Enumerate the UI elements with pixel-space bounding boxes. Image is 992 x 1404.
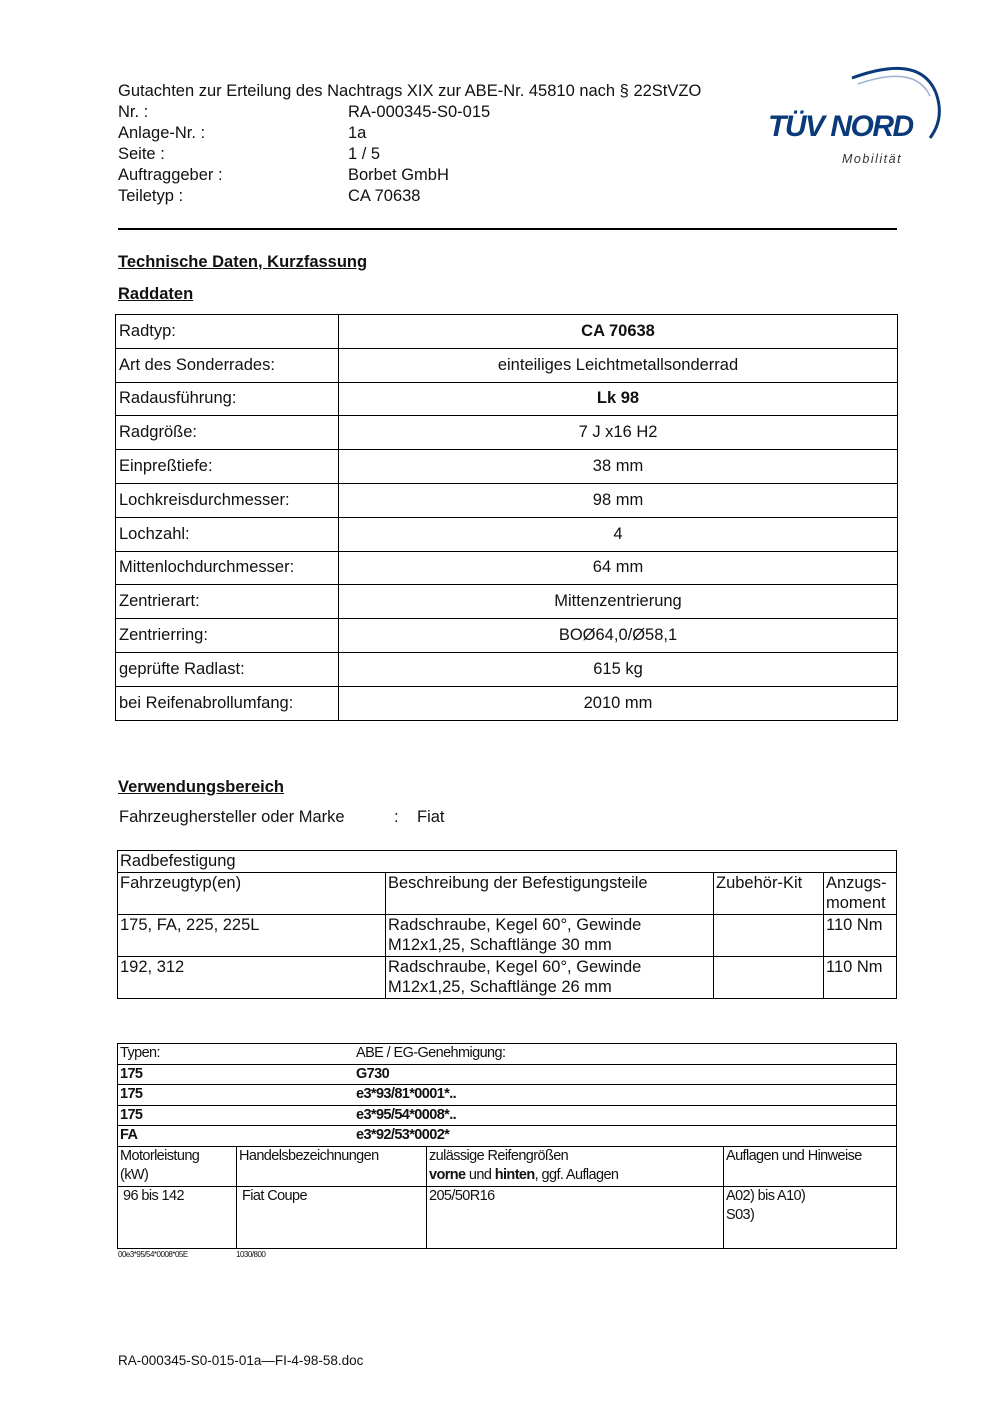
cell-label: Einpreßtiefe:: [116, 450, 339, 484]
header-text: zulässige Reifengrößen: [429, 1147, 569, 1164]
cell-label: geprüfte Radlast:: [116, 652, 339, 686]
cell-value: Mittenzentrierung: [339, 585, 898, 619]
cell-label: Radausführung:: [116, 382, 339, 416]
table-row: [116, 450, 898, 484]
section-title-tech: Technische Daten, Kurzfassung: [118, 253, 368, 271]
table-row: [118, 1105, 897, 1126]
table-row: [118, 1126, 897, 1147]
table-row: [116, 517, 898, 551]
cell-value: Lk 98: [339, 382, 898, 416]
cell: [386, 956, 714, 998]
abe-header: ABE / EG-Genehmigung:: [356, 1045, 506, 1061]
table-row: [118, 1064, 897, 1085]
table-row: [118, 956, 897, 998]
cell-value: CA 70638: [339, 315, 898, 349]
cell-value: 615 kg: [339, 652, 898, 686]
header-key: Anlage-Nr. :: [118, 124, 206, 142]
typen-table: [117, 1043, 897, 1249]
cell-value: einteiliges Leichtmetallsonderrad: [339, 348, 898, 382]
cell-value: 7 J x16 H2: [339, 416, 898, 450]
table-row: [116, 551, 898, 585]
header-text: und: [465, 1167, 495, 1183]
section-title-raddaten: Raddaten: [118, 285, 194, 303]
cell: [714, 914, 824, 956]
table-row: [116, 619, 898, 653]
header-text: Anzugs-: [826, 873, 887, 892]
table-row: [116, 416, 898, 450]
cell-text: Radschraube, Kegel 60°, Gewinde: [388, 957, 642, 976]
table-row: [116, 585, 898, 619]
header-value: 1 / 5: [348, 145, 381, 163]
header-title: Gutachten zur Erteilung des Nachtrags XIX zur ABE-Nr. 45810 nach § 22StVZO: [118, 82, 702, 100]
header-value: RA-000345-S0-015: [348, 103, 491, 121]
typ-value: 175: [120, 1106, 143, 1123]
cell-text: S03): [726, 1207, 755, 1223]
tuv-nord-logo: [760, 58, 942, 170]
table-row: [118, 1186, 897, 1248]
section-title-verwendung: Verwendungsbereich: [118, 778, 284, 796]
table-row: [118, 851, 897, 873]
cell-label: Mittenlochdurchmesser:: [116, 551, 339, 585]
header-key: Nr. :: [118, 103, 149, 121]
footer-filename: RA-000345-S0-015-01a—FI-4-98-58.doc: [118, 1353, 364, 1368]
cell: 110 Nm: [824, 914, 897, 956]
logo-subtitle: Mobilität: [842, 152, 903, 166]
table-row: [116, 652, 898, 686]
cell-value: BOØ64,0/Ø58,1: [339, 619, 898, 653]
manufacturer-value: Fiat: [417, 808, 445, 826]
tiny-code: 00e3*95/54*0008*05E: [118, 1250, 188, 1259]
manufacturer-sep: :: [394, 808, 399, 826]
table-header-row: [118, 1146, 897, 1186]
manufacturer-label: Fahrzeughersteller oder Marke: [119, 808, 345, 826]
table-row: [116, 483, 898, 517]
header-info: [118, 102, 490, 207]
logo-brand: TÜV NORD: [768, 110, 913, 143]
header-text: , ggf. Auflagen: [534, 1167, 619, 1183]
typ-value: 175: [120, 1086, 143, 1102]
cell-value: 64 mm: [339, 551, 898, 585]
radbefestigung-table: [117, 850, 897, 999]
cell-text: Radschraube, Kegel 60°, Gewinde: [388, 915, 642, 934]
header-divider: [118, 228, 897, 230]
raddaten-table: [115, 314, 898, 721]
cell-label: Radtyp:: [116, 315, 339, 349]
cell: [724, 1186, 897, 1248]
cell: 175, FA, 225, 225L: [118, 914, 386, 956]
header-text: hinten: [494, 1167, 535, 1183]
header-text: Motorleistung: [120, 1147, 200, 1164]
abe-value: e3*95/54*0008*..: [356, 1106, 457, 1123]
cell: 96 bis 142: [118, 1186, 237, 1248]
cell-label: Zentrierring:: [116, 619, 339, 653]
cell: 110 Nm: [824, 956, 897, 998]
cell-label: Radgröße:: [116, 416, 339, 450]
header-key: Seite :: [118, 145, 165, 163]
header-text: vorne: [429, 1167, 466, 1183]
cell-text: M12x1,25, Schaftlänge 26 mm: [388, 978, 612, 996]
table-header-row: [118, 872, 897, 914]
header-value: 1a: [348, 124, 367, 142]
header-cell: Auflagen und Hinweise: [724, 1146, 897, 1186]
cell-text: M12x1,25, Schaftlänge 30 mm: [388, 936, 612, 954]
header-cell: Beschreibung der Befestigungsteile: [386, 872, 714, 914]
header-key: Auftraggeber :: [118, 166, 223, 184]
header-text: moment: [826, 894, 886, 912]
header-cell: Handelsbezeichnungen: [237, 1146, 427, 1186]
cell: [714, 956, 824, 998]
cell-label: Zentrierart:: [116, 585, 339, 619]
table-row: [118, 1044, 897, 1065]
cell-label: Art des Sonderrades:: [116, 348, 339, 382]
cell: [386, 914, 714, 956]
abe-value: G730: [356, 1065, 390, 1082]
manufacturer-line: [119, 808, 445, 827]
header-cell: Fahrzeugtyp(en): [118, 872, 386, 914]
table-row: [116, 315, 898, 349]
cell: 205/50R16: [427, 1186, 724, 1248]
tiny-number: 1030/800: [236, 1250, 266, 1259]
abe-value: e3*92/53*0002*: [356, 1127, 450, 1143]
cell-value: 38 mm: [339, 450, 898, 484]
header-cell: Zubehör-Kit: [714, 872, 824, 914]
header-value: CA 70638: [348, 187, 421, 205]
cell: Fiat Coupe: [237, 1186, 427, 1248]
cell-value: 98 mm: [339, 483, 898, 517]
table-row: [116, 348, 898, 382]
header-text: (kW): [120, 1167, 149, 1183]
table-row: [118, 914, 897, 956]
header-cell: [824, 872, 897, 914]
cell-text: A02) bis A10): [726, 1187, 806, 1204]
table-row: [116, 686, 898, 720]
header-key: Teiletyp :: [118, 187, 184, 205]
table-row: [116, 382, 898, 416]
abe-value: e3*93/81*0001*..: [356, 1086, 457, 1102]
header-cell: [427, 1146, 724, 1186]
typ-value: FA: [120, 1127, 138, 1143]
table-title: Radbefestigung: [118, 851, 897, 873]
cell-label: bei Reifenabrollumfang:: [116, 686, 339, 720]
cell-label: Lochkreisdurchmesser:: [116, 483, 339, 517]
typ-header: Typen:: [120, 1045, 160, 1061]
cell-value: 2010 mm: [339, 686, 898, 720]
cell-label: Lochzahl:: [116, 517, 339, 551]
typ-value: 175: [120, 1065, 143, 1082]
header-cell: [118, 1146, 237, 1186]
cell: 192, 312: [118, 956, 386, 998]
table-row: [118, 1085, 897, 1106]
cell-value: 4: [339, 517, 898, 551]
header-value: Borbet GmbH: [348, 166, 449, 184]
